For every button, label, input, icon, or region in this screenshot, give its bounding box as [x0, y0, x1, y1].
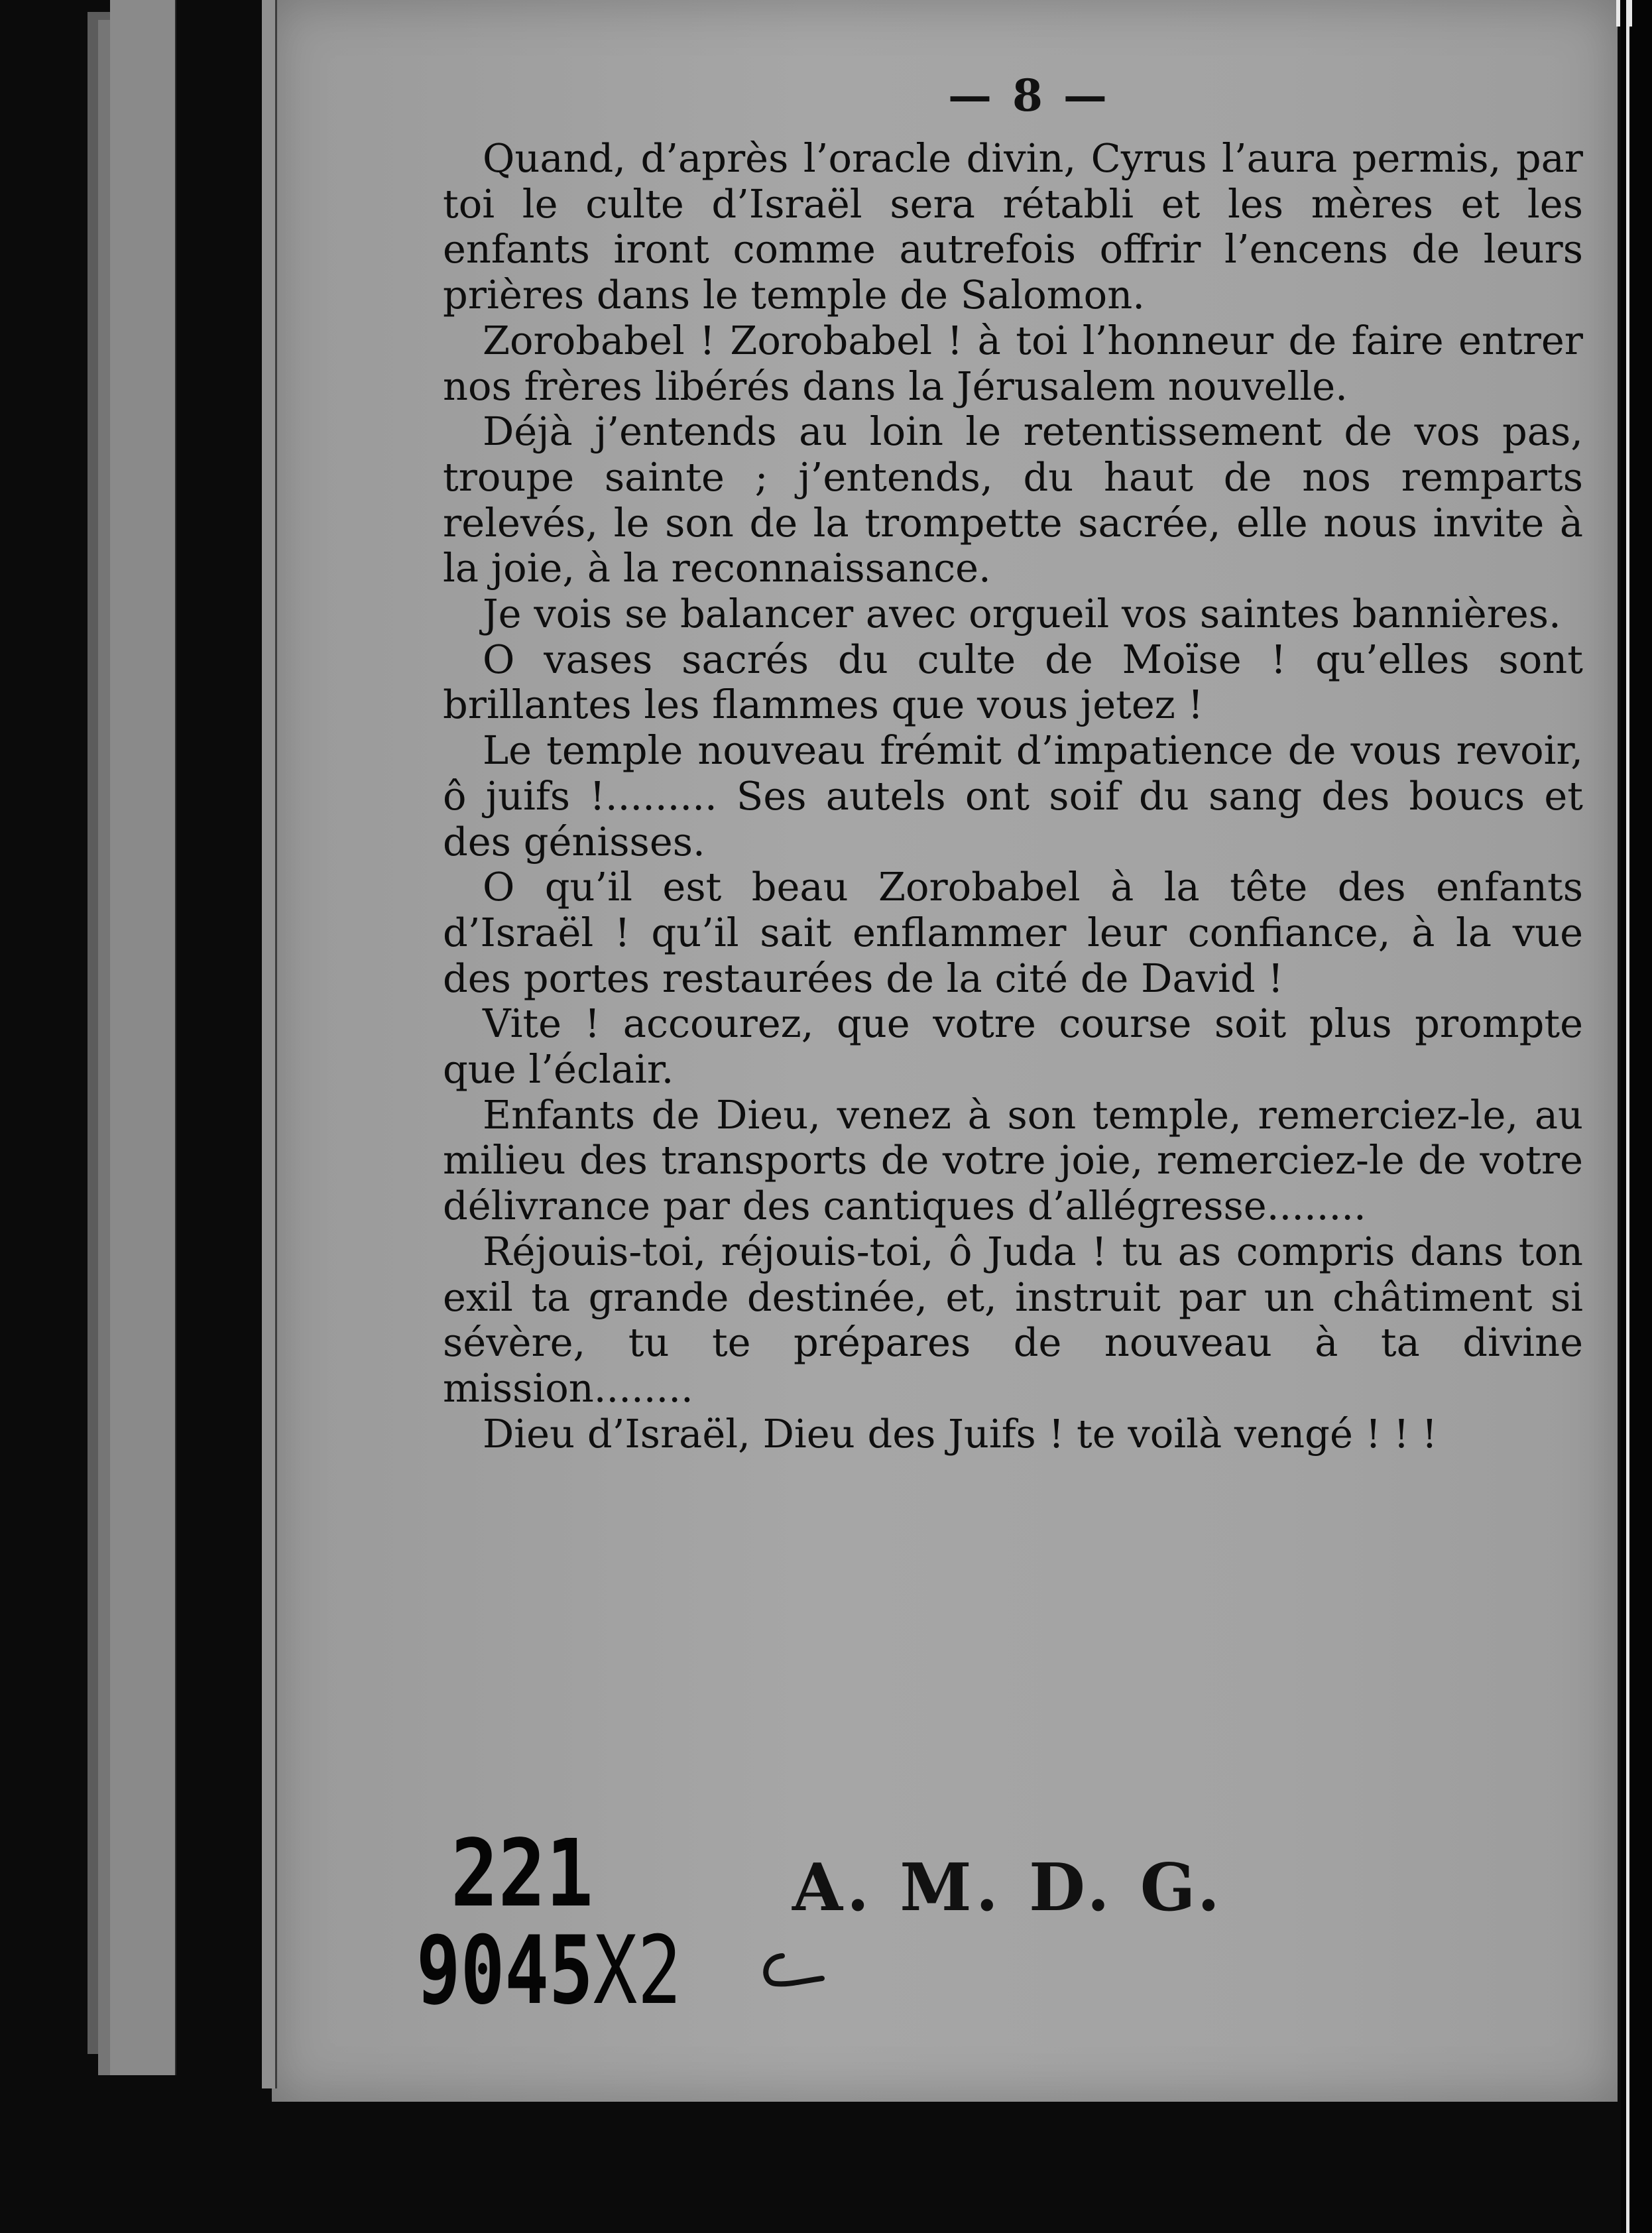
paragraph: Je vois se balancer avec orgueil vos saintes bannières.	[483, 591, 1561, 637]
paragraph: Réjouis-toi, réjouis-toi, ô Juda ! tu as compris dans ton exil ta grande destinée, et, instruit par un châtiment si sévère, tu te prépares de nouveau à ta divine mission........	[443, 1228, 1583, 1411]
paragraph: Quand, d’après l’oracle divin, Cyrus l’aura permis, par toi le culte d’Israël sera rétabli et les mères et les enfants iront comme autrefois offrir l’encens de leurs prières dans le temple de Salomon.	[443, 135, 1583, 318]
catalog-number-suffix: X2	[593, 1916, 682, 2025]
paragraph: Enfants de Dieu, venez à son temple, remerciez-le, au milieu des transports de votre joie, remerciez-le de votre délivrance par des cantiques d’allégresse........	[443, 1091, 1583, 1229]
closing-signature: A. M. D. G.	[792, 1850, 1224, 1926]
scan-corner-marks	[1604, 0, 1652, 27]
catalog-number-main: 9045	[416, 1916, 593, 2025]
paragraph: Le temple nouveau frémit d’impatience de vous revoir, ô juifs !......... Ses autels ont soif du sang des boucs et des génisses.	[443, 727, 1583, 865]
handwritten-mark-icon	[756, 1949, 829, 1996]
catalog-number-bottom	[416, 1916, 681, 2025]
page-fold	[262, 0, 277, 2088]
paragraph: Vite ! accourez, que votre course soit plus prompte que l’éclair.	[443, 1000, 1583, 1093]
catalog-number-top: 221	[451, 1820, 593, 1928]
paragraph: Déjà j’entends au loin le retentissement de vos pas, troupe sainte ; j’entends, du haut de nos remparts relevés, le son de la trompette sacrée, elle nous invite à la joie, à la reconnaissance.	[443, 408, 1583, 591]
paragraph: Dieu d’Israël, Dieu des Juifs ! te voilà vengé ! ! !	[483, 1410, 1438, 1457]
paragraph: O qu’il est beau Zorobabel à la tête des enfants d’Israël ! qu’il sait enflammer leur confiance, à la vue des portes restaurées de la cité de David !	[443, 864, 1583, 1001]
paragraph: O vases sacrés du culte de Moïse ! qu’elles sont brillantes les flammes que vous jetez !	[443, 636, 1583, 728]
page-number: — 8 —	[948, 70, 1110, 121]
body-text	[443, 136, 1583, 1457]
scan-border-line	[1626, 0, 1629, 2233]
page-edge	[110, 0, 176, 2075]
paragraph: Zorobabel ! Zorobabel ! à toi l’honneur de faire entrer nos frères libérés dans la Jérusalem nouvelle.	[443, 317, 1583, 409]
scan-border	[1621, 0, 1652, 2233]
